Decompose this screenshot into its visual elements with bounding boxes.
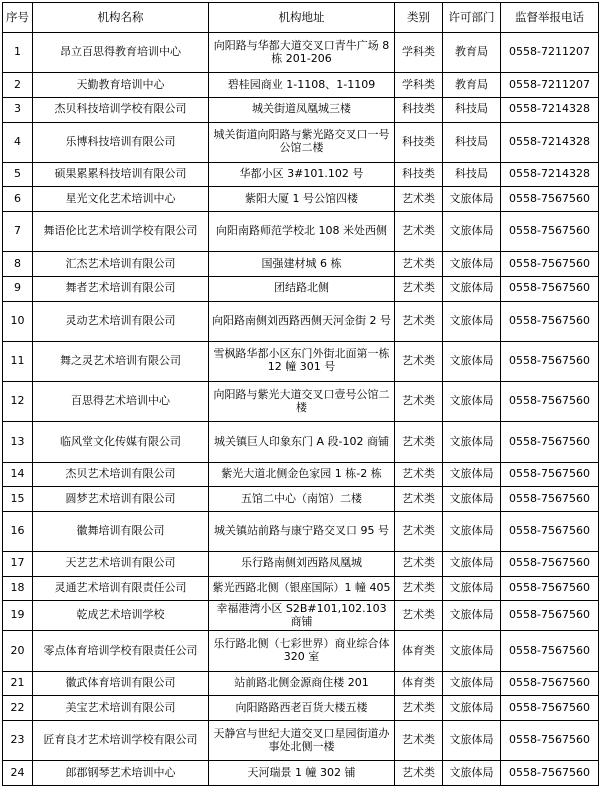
row-phone: 0558-7567560	[501, 252, 599, 277]
table-row	[3, 487, 599, 512]
row-category: 艺术类	[395, 462, 443, 487]
row-category: 科技类	[395, 162, 443, 187]
row-name: 硕果累累科技培训有限公司	[33, 162, 209, 187]
row-category: 体育类	[395, 671, 443, 696]
row-name: 舞之灵艺术培训有限公司	[33, 341, 209, 381]
row-index: 24	[3, 761, 33, 786]
row-phone: 0558-7211207	[501, 33, 599, 73]
row-category: 艺术类	[395, 552, 443, 577]
row-category: 艺术类	[395, 761, 443, 786]
row-address: 向阳路路西老百货大楼五楼	[209, 696, 395, 721]
row-department: 文旅体局	[443, 601, 501, 631]
row-department: 科技局	[443, 162, 501, 187]
row-name: 乐博科技培训有限公司	[33, 122, 209, 162]
header-department: 许可部门	[443, 3, 501, 33]
row-department: 文旅体局	[443, 720, 501, 760]
row-index: 9	[3, 276, 33, 301]
row-index: 2	[3, 73, 33, 98]
row-phone: 0558-7567560	[501, 631, 599, 671]
row-index: 6	[3, 187, 33, 212]
row-address: 向阳路与华都大道交叉口青牛广场 8 栋 201-206	[209, 33, 395, 73]
row-name: 乾成艺术培训学校	[33, 601, 209, 631]
row-index: 18	[3, 576, 33, 601]
row-department: 文旅体局	[443, 487, 501, 512]
row-index: 20	[3, 631, 33, 671]
row-category: 艺术类	[395, 601, 443, 631]
row-department: 文旅体局	[443, 212, 501, 252]
table-row	[3, 761, 599, 786]
row-department: 科技局	[443, 122, 501, 162]
row-address: 乐行路南侧刘西路凤凰城	[209, 552, 395, 577]
row-name: 圆梦艺术培训有限公司	[33, 487, 209, 512]
row-category: 艺术类	[395, 422, 443, 462]
row-phone: 0558-7567560	[501, 187, 599, 212]
row-index: 17	[3, 552, 33, 577]
table-row	[3, 301, 599, 341]
row-address: 紫阳大厦 1 号公馆四楼	[209, 187, 395, 212]
row-category: 艺术类	[395, 511, 443, 551]
row-department: 文旅体局	[443, 761, 501, 786]
row-category: 学科类	[395, 33, 443, 73]
row-address: 五馆二中心（南馆）二楼	[209, 487, 395, 512]
row-address: 国强建材城 6 栋	[209, 252, 395, 277]
table-row	[3, 33, 599, 73]
header-name: 机构名称	[33, 3, 209, 33]
row-address: 碧桂园商业 1-1108、1-1109	[209, 73, 395, 98]
row-index: 4	[3, 122, 33, 162]
row-index: 21	[3, 671, 33, 696]
header-address: 机构地址	[209, 3, 395, 33]
row-name: 昂立百思得教育培训中心	[33, 33, 209, 73]
table-row	[3, 97, 599, 122]
row-department: 教育局	[443, 33, 501, 73]
row-phone: 0558-7214328	[501, 97, 599, 122]
row-address: 向阳路与紫光大道交叉口壹号公馆二楼	[209, 382, 395, 422]
row-category: 学科类	[395, 73, 443, 98]
institution-table	[2, 2, 599, 786]
row-name: 汇杰艺术培训有限公司	[33, 252, 209, 277]
row-department: 文旅体局	[443, 301, 501, 341]
header-index: 序号	[3, 3, 33, 33]
row-phone: 0558-7567560	[501, 382, 599, 422]
row-department: 文旅体局	[443, 341, 501, 381]
row-category: 科技类	[395, 122, 443, 162]
row-address: 乐行路北侧（七彩世界）商业综合体 320 室	[209, 631, 395, 671]
row-address: 雪枫路华都小区东门外街北面第一栋 12 幢 301 号	[209, 341, 395, 381]
row-address: 紫光西路北侧（银座国际）1 幢 405	[209, 576, 395, 601]
row-index: 15	[3, 487, 33, 512]
row-phone: 0558-7567560	[501, 576, 599, 601]
row-address: 紫光大道北侧金色家园 1 栋-2 栋	[209, 462, 395, 487]
row-department: 文旅体局	[443, 462, 501, 487]
header-phone: 监督举报电话	[501, 3, 599, 33]
row-index: 22	[3, 696, 33, 721]
table-row	[3, 576, 599, 601]
row-phone: 0558-7214328	[501, 162, 599, 187]
row-name: 星光文化艺术培训中心	[33, 187, 209, 212]
table-row	[3, 276, 599, 301]
row-address: 城关镇巨人印象东门 A 段-102 商铺	[209, 422, 395, 462]
row-name: 杰贝艺术培训有限公司	[33, 462, 209, 487]
table-row	[3, 631, 599, 671]
row-index: 19	[3, 601, 33, 631]
row-phone: 0558-7567560	[501, 601, 599, 631]
row-category: 艺术类	[395, 187, 443, 212]
row-index: 7	[3, 212, 33, 252]
row-department: 文旅体局	[443, 276, 501, 301]
row-address: 幸福港湾小区 S2B#101,102.103 商铺	[209, 601, 395, 631]
row-address: 城关镇站前路与康宁路交叉口 95 号	[209, 511, 395, 551]
row-index: 5	[3, 162, 33, 187]
row-name: 舞语伦比艺术培训学校有限公司	[33, 212, 209, 252]
row-phone: 0558-7567560	[501, 511, 599, 551]
row-name: 徽舞培训有限公司	[33, 511, 209, 551]
row-name: 百思得艺术培训中心	[33, 382, 209, 422]
row-phone: 0558-7567560	[501, 671, 599, 696]
table-row	[3, 462, 599, 487]
row-category: 艺术类	[395, 382, 443, 422]
row-index: 8	[3, 252, 33, 277]
row-index: 12	[3, 382, 33, 422]
row-category: 艺术类	[395, 341, 443, 381]
table-row	[3, 422, 599, 462]
row-name: 天艺艺术培训有限公司	[33, 552, 209, 577]
row-category: 艺术类	[395, 252, 443, 277]
row-address: 华都小区 3#101.102 号	[209, 162, 395, 187]
row-department: 科技局	[443, 97, 501, 122]
table-row	[3, 162, 599, 187]
row-index: 1	[3, 33, 33, 73]
row-address: 向阳南路师范学校北 108 米处西侧	[209, 212, 395, 252]
row-name: 天勤教育培训中心	[33, 73, 209, 98]
row-department: 文旅体局	[443, 511, 501, 551]
row-phone: 0558-7567560	[501, 487, 599, 512]
table-row	[3, 601, 599, 631]
row-address: 向阳路南侧刘西路西侧天河金街 2 号	[209, 301, 395, 341]
row-category: 艺术类	[395, 576, 443, 601]
row-phone: 0558-7567560	[501, 276, 599, 301]
row-phone: 0558-7567560	[501, 212, 599, 252]
row-index: 11	[3, 341, 33, 381]
table-row	[3, 552, 599, 577]
table-row	[3, 511, 599, 551]
row-name: 杰贝科技培训学校有限公司	[33, 97, 209, 122]
table-row	[3, 252, 599, 277]
row-address: 团结路北侧	[209, 276, 395, 301]
table-row	[3, 73, 599, 98]
row-name: 临风堂文化传媒有限公司	[33, 422, 209, 462]
row-department: 文旅体局	[443, 576, 501, 601]
row-phone: 0558-7567560	[501, 761, 599, 786]
row-department: 文旅体局	[443, 252, 501, 277]
row-index: 23	[3, 720, 33, 760]
row-department: 文旅体局	[443, 187, 501, 212]
row-phone: 0558-7214328	[501, 122, 599, 162]
row-category: 艺术类	[395, 720, 443, 760]
row-category: 艺术类	[395, 487, 443, 512]
row-address: 天静宫与世纪大道交叉口星园街道办事处北侧一楼	[209, 720, 395, 760]
row-category: 艺术类	[395, 276, 443, 301]
table-row	[3, 720, 599, 760]
row-category: 科技类	[395, 97, 443, 122]
row-name: 徽武体育培训有限公司	[33, 671, 209, 696]
row-department: 文旅体局	[443, 552, 501, 577]
row-phone: 0558-7567560	[501, 422, 599, 462]
table-row	[3, 671, 599, 696]
row-address: 城关街道凤凰城三楼	[209, 97, 395, 122]
row-category: 体育类	[395, 631, 443, 671]
row-phone: 0558-7567560	[501, 552, 599, 577]
row-name: 灵动艺术培训有限公司	[33, 301, 209, 341]
table-row	[3, 696, 599, 721]
row-category: 艺术类	[395, 696, 443, 721]
row-department: 文旅体局	[443, 631, 501, 671]
row-category: 艺术类	[395, 212, 443, 252]
table-row	[3, 212, 599, 252]
row-department: 文旅体局	[443, 382, 501, 422]
table-row	[3, 382, 599, 422]
table-body	[3, 33, 599, 786]
row-index: 10	[3, 301, 33, 341]
header-category: 类别	[395, 3, 443, 33]
row-phone: 0558-7567560	[501, 720, 599, 760]
row-department: 教育局	[443, 73, 501, 98]
row-phone: 0558-7567560	[501, 462, 599, 487]
row-phone: 0558-7567560	[501, 301, 599, 341]
table-row	[3, 122, 599, 162]
row-phone: 0558-7567560	[501, 341, 599, 381]
row-index: 3	[3, 97, 33, 122]
row-phone: 0558-7211207	[501, 73, 599, 98]
row-category: 艺术类	[395, 301, 443, 341]
row-address: 天河瑞景 1 幢 302 铺	[209, 761, 395, 786]
row-phone: 0558-7567560	[501, 696, 599, 721]
row-index: 13	[3, 422, 33, 462]
row-name: 舞者艺术培训有限公司	[33, 276, 209, 301]
table-row	[3, 187, 599, 212]
row-name: 郎郡钢琴艺术培训中心	[33, 761, 209, 786]
row-index: 14	[3, 462, 33, 487]
row-name: 匠育良才艺术培训学校有限公司	[33, 720, 209, 760]
row-name: 灵通艺术培训有限责任公司	[33, 576, 209, 601]
row-name: 零点体育培训学校有限责任公司	[33, 631, 209, 671]
row-address: 站前路北侧金源商住楼 201	[209, 671, 395, 696]
row-department: 文旅体局	[443, 671, 501, 696]
row-department: 文旅体局	[443, 696, 501, 721]
header-row	[3, 3, 599, 33]
row-index: 16	[3, 511, 33, 551]
row-department: 文旅体局	[443, 422, 501, 462]
row-name: 美宝艺术培训有限公司	[33, 696, 209, 721]
table-row	[3, 341, 599, 381]
row-address: 城关街道向阳路与紫光路交叉口一号公馆二楼	[209, 122, 395, 162]
